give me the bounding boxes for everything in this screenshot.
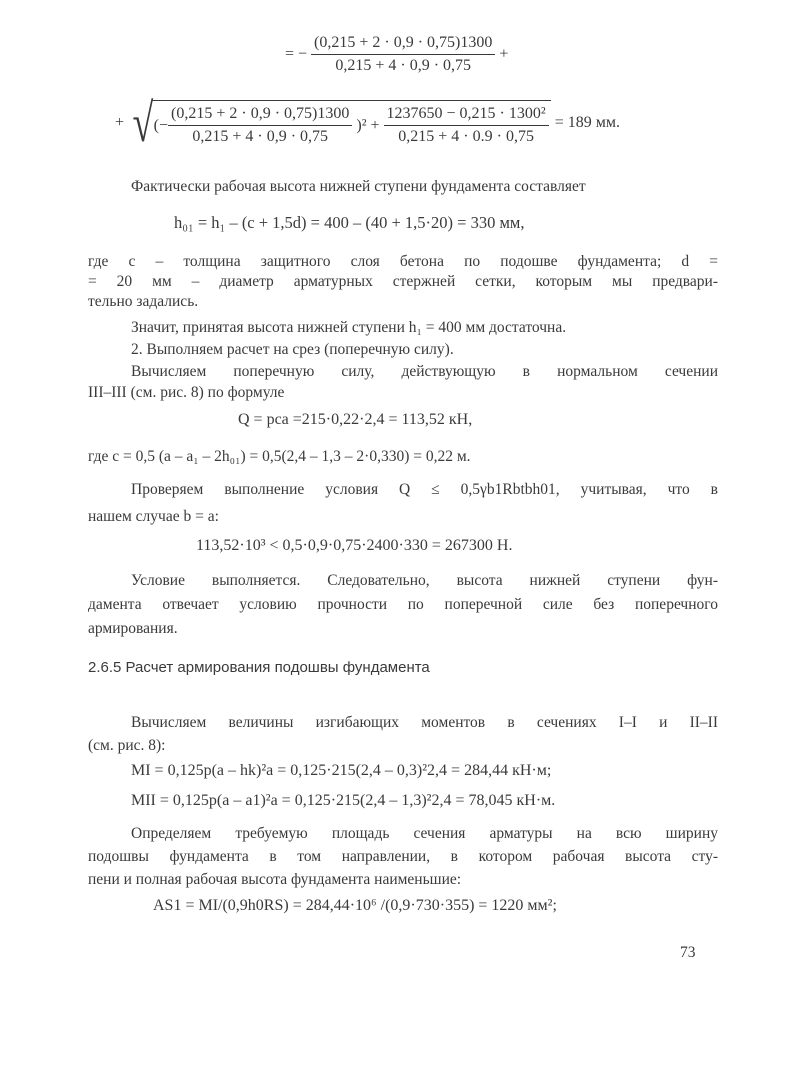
paragraph-text: Значит, принятая высота нижней ступени h₁ = 400 мм достаточна.: [131, 319, 567, 336]
radical-sign-icon: √: [132, 93, 154, 153]
section-heading: 2.6.5 Расчет армирования подошвы фундамента: [88, 659, 430, 676]
paragraph-text: 2. Выполняем расчет на срез (поперечную силу).: [131, 341, 454, 358]
paragraph-text: нашем случае b = a:: [88, 508, 219, 525]
paragraph-text: Вычисляем поперечную силу, действующую в нормальном сечении: [131, 363, 718, 380]
paragraph-text: подошвы фундамента в том направлении, в котором рабочая высота сту-: [88, 848, 718, 865]
paragraph-text: III–III (см. рис. 8) по формуле: [88, 384, 285, 401]
fraction-denominator: 0,215 + 4 · 0,9 · 0,75: [192, 128, 329, 145]
equation-check: 113,52·10³ < 0,5·0,9·0,75·2400·330 = 267300 Н.: [196, 537, 513, 554]
paragraph-text: дамента отвечает условию прочности по поперечной силе без поперечного: [88, 596, 718, 613]
formula-suffix: +: [499, 45, 509, 63]
formula-line-2: [115, 93, 620, 153]
formula-prefix: +: [115, 114, 125, 131]
paragraph-text: пени и полная рабочая высота фундамента наименьшие:: [88, 871, 462, 888]
paragraph-text: Условие выполняется. Следовательно, высота нижней ступени фун-: [131, 572, 718, 589]
fraction-denominator: 0,215 + 4 · 0,9 · 0,75: [335, 57, 472, 74]
paragraph-text: Фактически рабочая высота нижней ступени фундамента составляет: [131, 178, 586, 195]
formula-fraction-1: [311, 34, 495, 75]
paragraph-text: (см. рис. 8):: [88, 737, 166, 754]
paragraph-text: где c = 0,5 (a – a₁ – 2h₀₁) = 0,5(2,4 – 1,3 – 2·0,330) = 0,22 м.: [88, 448, 471, 465]
equation-Q: Q = pca =215·0,22·2,4 = 113,52 кН,: [238, 411, 473, 428]
formula-line-1: [285, 34, 508, 75]
formula-result: = 189 мм.: [554, 114, 620, 131]
fraction-numerator: (0,215 + 2 · 0,9 · 0,75)1300: [311, 34, 495, 55]
equation-As: AS1 = MI/(0,9h0RS) = 284,44·10⁶ /(0,9·730·355) = 1220 мм²;: [153, 897, 557, 914]
paragraph-text: Вычисляем величины изгибающих моментов в сечениях I–I и II–II: [131, 714, 718, 731]
formula-prefix: = −: [285, 45, 308, 63]
formula-fraction-2: [168, 105, 352, 146]
square-root: [128, 93, 551, 153]
equation-M2: MII = 0,125p(a – a1)²a = 0,125·215(2,4 – 1,3)²2,4 = 78,045 кН·м.: [131, 792, 556, 809]
page-number: 73: [680, 944, 696, 961]
paragraph-text: тельно задались.: [88, 293, 199, 310]
fraction-numerator: (0,215 + 2 · 0,9 · 0,75)1300: [168, 105, 352, 126]
radicand: [152, 100, 551, 146]
open-paren: (−: [153, 116, 169, 134]
equation-h01: h₀₁ = h₁ – (c + 1,5d) = 400 – (40 + 1,5·20) = 330 мм,: [174, 213, 525, 232]
paragraph-text: Определяем требуемую площадь сечения арматуры на всю ширину: [131, 825, 718, 842]
equation-M1: MI = 0,125p(a – hk)²a = 0,125·215(2,4 – 0,3)²2,4 = 284,44 кН·м;: [131, 762, 552, 779]
fraction-numerator: 1237650 − 0,215 · 1300²: [384, 105, 549, 126]
fraction-denominator: 0,215 + 4 · 0.9 · 0,75: [398, 128, 534, 145]
formula-fraction-3: [384, 105, 549, 146]
paragraph-text: где c – толщина защитного слоя бетона по подошве фундамента; d =: [88, 253, 718, 270]
paragraph-text: Проверяем выполнение условия Q ≤ 0,5γb1Rbtbh01, учитывая, что в: [131, 481, 718, 498]
paragraph-text: = 20 мм – диаметр арматурных стержней сетки, которым мы предвари-: [88, 273, 718, 290]
paragraph-text: армирования.: [88, 620, 178, 637]
close-paren-squared: )² +: [356, 116, 380, 134]
